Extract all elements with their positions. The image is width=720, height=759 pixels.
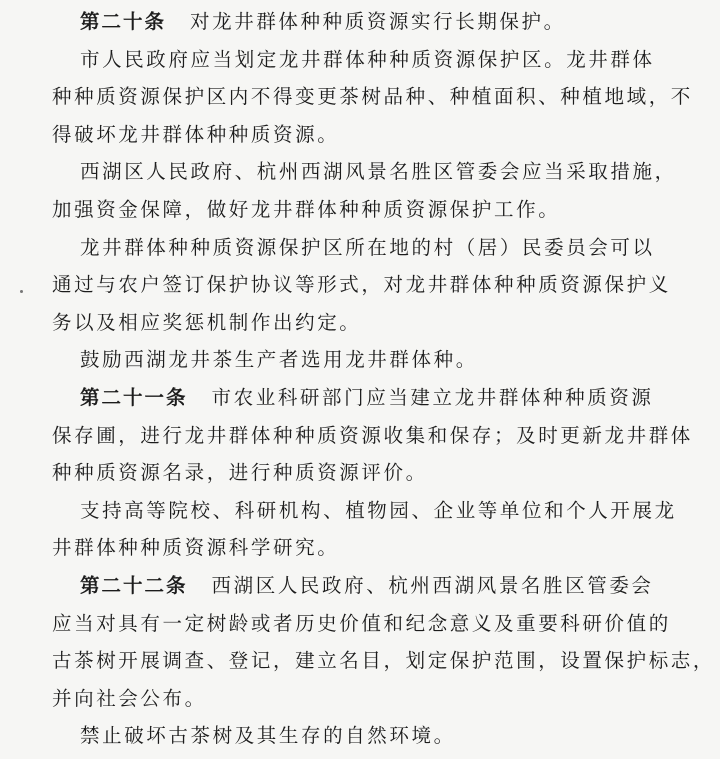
line-text: 应当对具有一定树龄或者历史价值和纪念意义及重要科研价值的 [52,611,671,635]
line-text: 保存圃，进行龙井群体种种质资源收集和保存；及时更新龙井群体 [52,423,693,447]
line-text: 西湖区人民政府、杭州西湖风景名胜区管委会 [211,574,654,597]
line-text: 通过与农户签订保护协议等形式，对龙井群体种种质资源保护义 [52,273,671,297]
text-line [0,156,720,188]
text-line [0,720,720,752]
article-number: 第二十条 [80,10,167,33]
text-line [0,570,720,602]
line-text: 对龙井群体种种质资源实行长期保护。 [190,10,566,33]
line-text: 井群体种种质资源科学研究。 [52,536,340,560]
line-text: 西湖区人民政府、杭州西湖风景名胜区管委会应当采取措施， [80,160,677,184]
text-line [0,119,692,151]
text-line [0,269,692,301]
line-text: 市人民政府应当划定龙井群体种种质资源保护区。龙井群体 [80,47,655,71]
line-text: 龙井群体种种质资源保护区所在地的村（居）民委员会可以 [80,235,655,259]
text-line [0,495,720,527]
line-text: 种种质资源名录，进行种质资源评价。 [52,461,428,485]
text-line [0,382,720,414]
line-text: 加强资金保障，做好龙井群体种种质资源保护工作。 [52,198,561,221]
text-line [0,683,692,715]
text-line [0,232,720,264]
text-line [0,420,692,452]
text-line [0,608,692,640]
line-text: 务以及相应奖惩机制作出约定。 [52,310,362,334]
text-line [0,457,692,489]
line-text: 古茶树开展调查、登记，建立名目，划定保护范围，设置保护标志， [52,649,716,673]
line-text: 市农业科研部门应当建立龙井群体种种质资源 [211,386,654,409]
text-line [0,645,716,677]
text-line [0,344,720,376]
scan-speck [20,290,23,293]
text-line [0,81,692,113]
text-line [0,44,720,76]
text-line [0,532,692,564]
line-text: 得破坏龙井群体种种质资源。 [52,122,340,146]
line-text: 鼓励西湖龙井茶生产者选用龙井群体种。 [80,348,478,372]
text-line [0,6,720,38]
line-text: 禁止破坏古茶树及其生存的自然环境。 [80,724,456,748]
article-number: 第二十二条 [80,574,188,597]
text-line [0,307,692,339]
line-text: 并向社会公布。 [52,686,207,710]
line-text: 支持高等院校、科研机构、植物园、企业等单位和个人开展龙 [80,498,677,522]
line-text: 种种质资源保护区内不得变更茶树品种、种植面积、种植地域，不 [52,85,693,109]
text-line [0,194,692,226]
article-number: 第二十一条 [80,386,188,409]
